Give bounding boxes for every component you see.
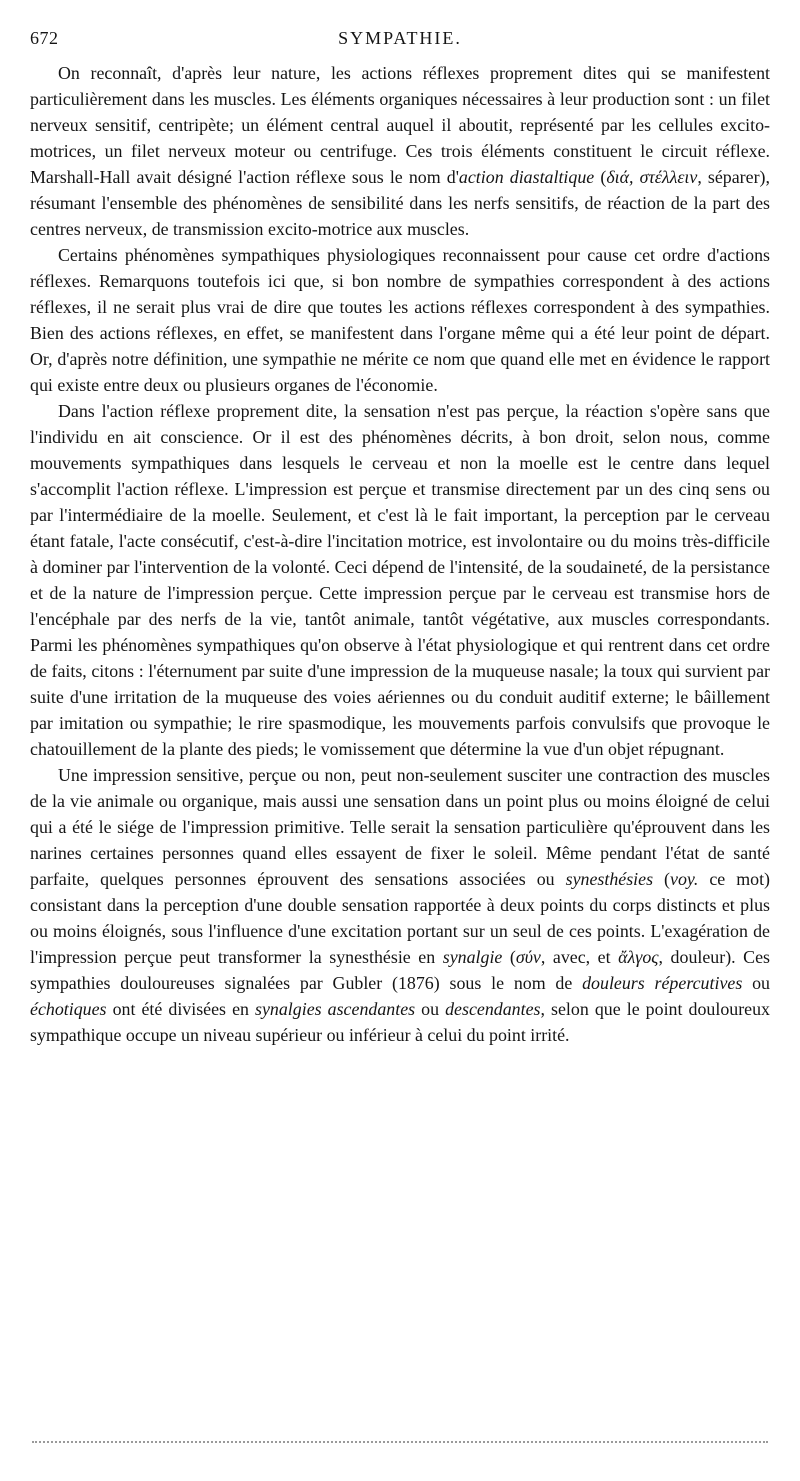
paragraph (30, 762, 770, 1048)
italic-text: action diastaltique (458, 167, 595, 187)
italic-text: ἄλγος (618, 947, 659, 967)
text-run: Dans l'action réflexe proprement dite, la sensation n'est pas perçue, la réaction s'opère sans que l'individu en ait conscience. Or il est des phénomènes décrits, à bon droit, selon nous, comme mouvements sympathiques dans lesquels le cerveau et non la moelle est le centre dans lequel s'accomplit l'action réflexe. L'impression est perçue et transmise directement par un des cinq sens ou par l'intermédiaire de la moelle. Seulement, et c'est là le fait important, la perception par le cerveau étant fatale, l'acte consécutif, c'est-à-dire l'incitation motrice, est involontaire ou du moins très-difficile à dominer par l'intervention de la volonté. Ceci dépend de l'intensité, de la soudaineté, de la persistance et de la nature de l'impression perçue. Cette impression perçue par le cerveau est transmise hors de l'encéphale par des nerfs de la vie, tantôt animale, tantôt végétative, aux muscles correspondants. Parmi les phénomènes sympathiques qu'on observe à l'état physiologique et qui rentrent dans cet ordre de faits, citons : l'éternument par suite d'une impression de la muqueuse nasale; la toux qui survient par suite d'une irritation de la muqueuse des voies aériennes ou du conduit auditif externe; le bâillement par imitation ou sympathie; le rire spasmodique, les mouvements parfois convulsifs que provoque le chatouillement de la plante des pieds; le vomissement que détermine la vue d'un objet répugnant. (30, 401, 770, 759)
body-text (30, 60, 770, 1048)
italic-text: échotiques (30, 999, 107, 1019)
italic-text: synalgies ascendantes (255, 999, 416, 1019)
text-run: ont été divisées en (106, 999, 256, 1019)
paragraph (30, 398, 770, 762)
text-run: , douleur). Ces sympathies douloureuses signalées par Gubler (1876) sous le nom de (30, 947, 771, 993)
paragraph (30, 60, 770, 242)
text-run: , séparer), résumant l'ensemble des phénomènes de sensibilité dans les nerfs sensitifs, de réaction de la part des centres nerveux, de transmission excito-motrice aux muscles. (30, 167, 770, 239)
italic-text: synalgie (442, 947, 503, 967)
text-run: , avec, et (540, 947, 619, 967)
running-head: SYMPATHIE. (338, 28, 462, 48)
text-run: Certains phénomènes sympathiques physiologiques reconnaissent pour cause cet ordre d'actions réflexes. Remarquons toutefois ici que, si bon nombre de sympathies correspondent à des actions réflexes, il ne serait plus vrai de dire que toutes les actions réflexes correspondent à des sympathies. Bien des actions réflexes, en effet, se manifestent dans l'organe même qui a été leur point de départ. Or, d'après notre définition, une sympathie ne mérite ce nom que quand elle met en évidence le rapport qui existe entre deux ou plusieurs organes de l'économie. (30, 245, 770, 395)
document-page (30, 28, 770, 1048)
text-run: ( (502, 947, 516, 967)
paragraph (30, 242, 770, 398)
text-run: ou (415, 999, 446, 1019)
page-number: 672 (30, 28, 59, 48)
text-run: ce mot) consistant dans la perception d'une double sensation rapportée à deux points du corps distincts et plus ou moins éloignés, sous l'influence d'une excitation portant sur un seul de ces points. L'exagération de l'impression perçue peut transformer la synesthésie en (30, 869, 771, 967)
italic-text: σύν (515, 947, 541, 967)
text-run: On reconnaît, d'après leur nature, les actions réflexes proprement dites qui se manifestent particulièrement dans les muscles. Les éléments organiques nécessaires à leur production sont : un filet nerveux sensitif, centripète; un élément central auquel il aboutit, représenté par les cellules excito-motrices, un filet nerveux moteur ou centrifuge. Ces trois éléments constituent le circuit réflexe. Marshall-Hall avait désigné l'action réflexe sous le nom d' (30, 63, 770, 187)
text-run: , selon que le point douloureux sympathique occupe un niveau supérieur ou inférieur à celui du point irrité. (30, 999, 771, 1045)
text-run: ou (742, 973, 770, 993)
italic-text: synesthésies (565, 869, 654, 889)
footer-divider (32, 1441, 768, 1443)
text-run: Une impression sensitive, perçue ou non, peut non-seulement susciter une contraction des muscles de la vie animale ou organique, mais aussi une sensation dans un point plus ou moins éloigné de celui qui a été le siége de l'impression primitive. Telle serait la sensation particulière qu'éprouvent dans les narines certaines personnes quand elles essayent de fixer le soleil. Même pendant l'état de santé parfaite, quelques personnes éprouvent des sensations associées ou (30, 765, 770, 889)
italic-text: descendantes (445, 999, 541, 1019)
page-header (30, 28, 770, 54)
italic-text: voy. (670, 869, 699, 889)
italic-text: douleurs répercutives (582, 973, 743, 993)
text-run: ( (653, 869, 671, 889)
text-run: ( (594, 167, 607, 187)
italic-text: διά, στέλλειν (606, 167, 698, 187)
